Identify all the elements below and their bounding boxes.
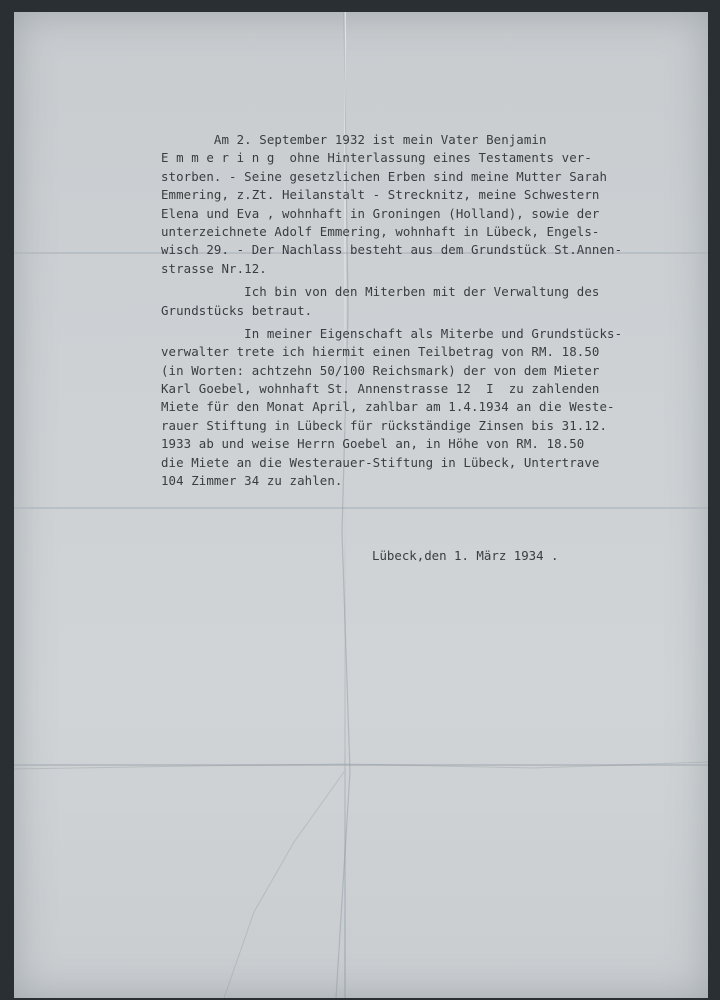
text-line: wisch 29. - Der Nachlass besteht aus dem Grundstück St.Annen- <box>161 242 623 258</box>
document-paper <box>14 12 708 998</box>
text-line: rauer Stiftung in Lübeck für rückständige Zinsen bis 31.12. <box>161 417 608 433</box>
text-line: Am 2. September 1932 ist mein Vater Benjamin <box>161 132 547 147</box>
text-line: 1933 ab und weise Herrn Goebel an, in Höhe von RM. 18.50 <box>161 436 585 452</box>
text-line: strasse Nr.12. <box>161 260 267 276</box>
text-line: Emmering, z.Zt. Heilanstalt - Strecknitz, meine Schwestern <box>161 187 600 203</box>
text-line: Ich bin von den Miterben mit der Verwaltung des <box>161 284 600 300</box>
text-line: Grundstücks betraut. <box>161 302 313 318</box>
typed-letter-body <box>161 131 706 490</box>
text-line: Miete für den Monat April, zahlbar am 1.4.1934 an die Westе- <box>161 399 615 415</box>
text-line: verwalter trete ich hiermit einen Teilbetrag von RM. 18.50 <box>161 344 600 360</box>
text-line: storben. - Seine gesetzlichen Erben sind meine Mutter Sarah <box>161 168 608 184</box>
text-line: die Miete an die Westerauer-Stiftung in Lübeck, Untertrave <box>161 454 600 470</box>
text-line: 104 Zimmer 34 zu zahlen. <box>161 473 343 489</box>
text-line: In meiner Eigenschaft als Miterbe und Grundstücks- <box>161 325 623 341</box>
text-line: (in Worten: achtzehn 50/100 Reichsmark) der von dem Mieter <box>161 362 600 378</box>
text-line: Elena und Eva , wohnhaft in Groningen (Holland), sowie der <box>161 205 600 221</box>
place-and-date: Lübeck,den 1. März 1934 . <box>372 548 559 563</box>
text-line: Karl Goebel, wohnhaft St. Annenstrasse 12 I zu zahlenden <box>161 381 600 397</box>
text-line: unterzeichnete Adolf Emmering, wohnhaft in Lübeck, Engels- <box>161 223 600 239</box>
text-line: E m m e r i n g ohne Hinterlassung eines Testaments ver- <box>161 150 592 166</box>
